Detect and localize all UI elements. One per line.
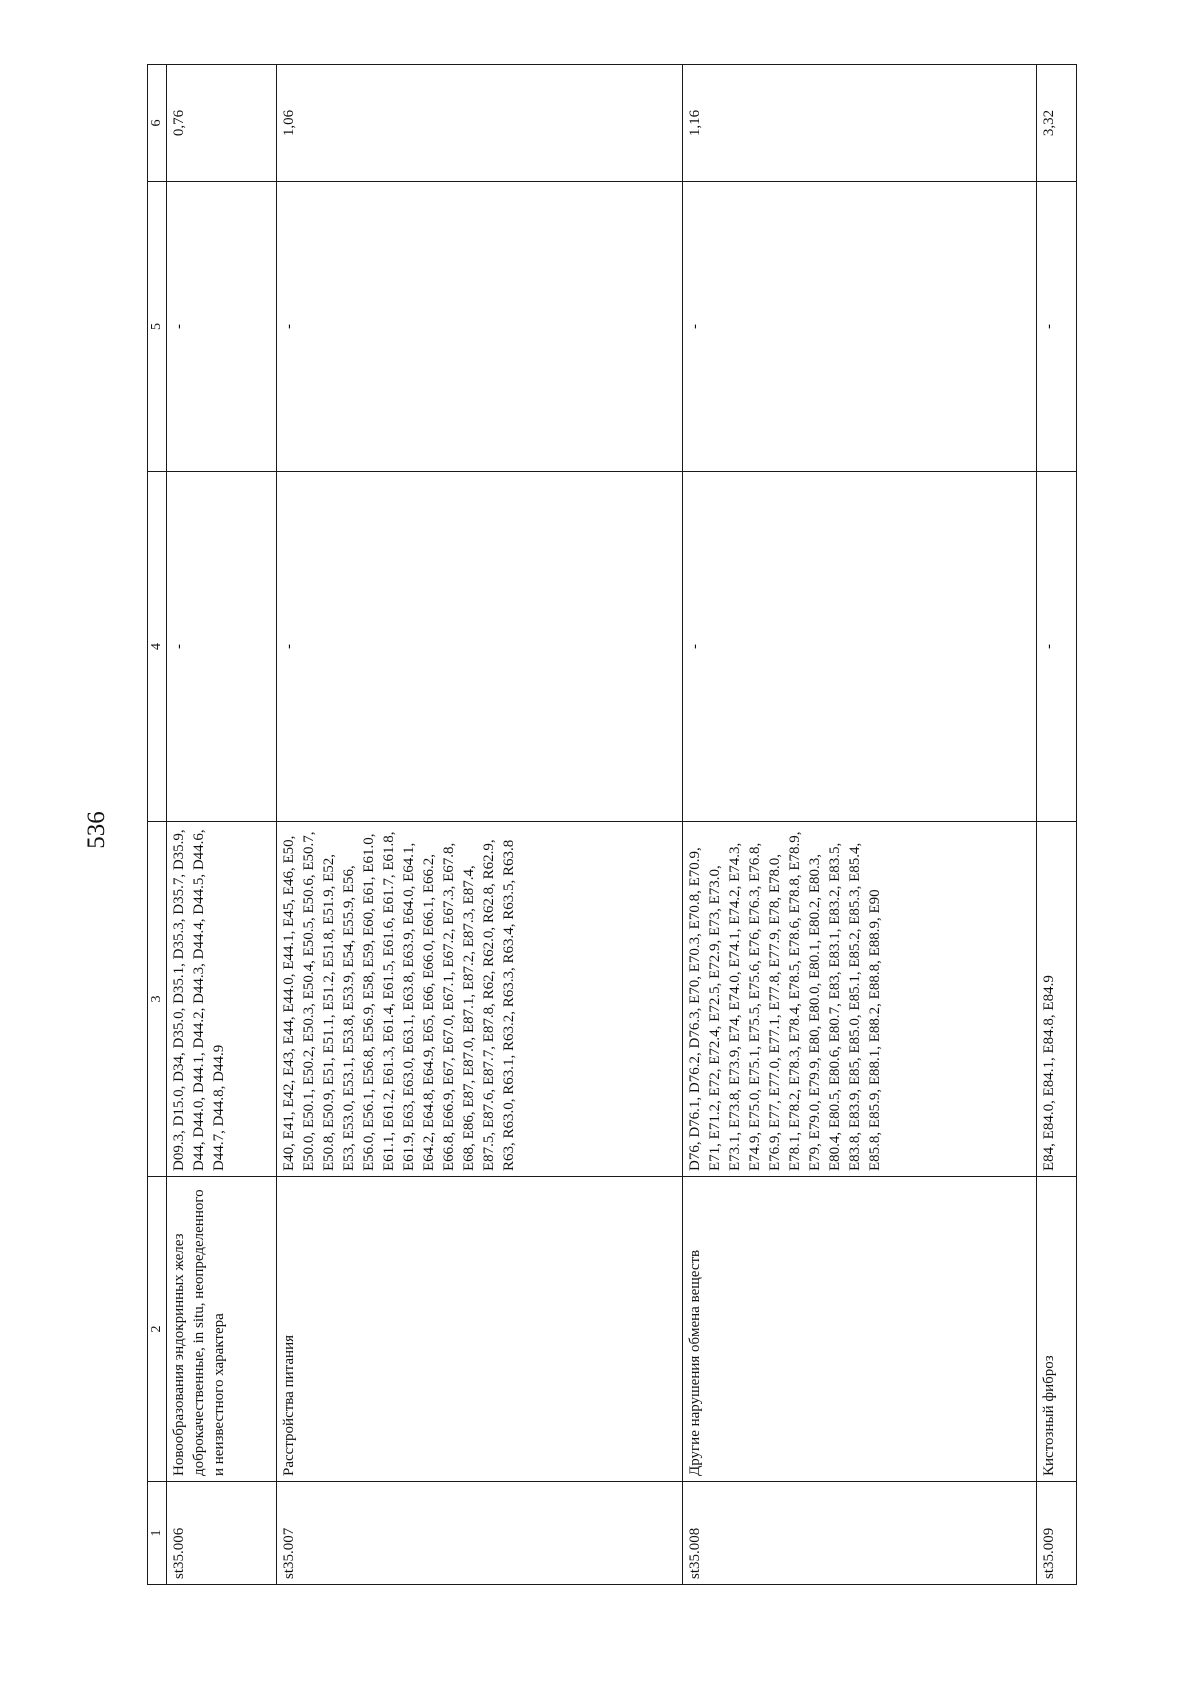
diagnosis-codes: D09.3, D15.0, D34, D35.0, D35.1, D35.3, D35.7, D35.9, D44, D44.0, D44.1, D44.2, D44.3, D44.4, D44.5, D44.6, D44.7, D44.8, D44.9 [167,822,277,1177]
coefficient-value: 1,06 [277,65,683,182]
table-row [167,65,277,1585]
column-number: 6 [148,65,167,182]
coefficient-value: 1,16 [683,65,1037,182]
column-4-value: - [683,472,1037,822]
column-number: 3 [148,822,167,1177]
group-code: st35.006 [167,1482,277,1585]
column-4-value: - [167,472,277,822]
group-name: Кистозный фиброз [1037,1177,1077,1482]
group-name: Расстройства питания [277,1177,683,1482]
column-number: 1 [148,1482,167,1585]
table-row [683,65,1037,1585]
table-row [1037,65,1077,1585]
group-code: st35.008 [683,1482,1037,1585]
column-number: 2 [148,1177,167,1482]
group-code: st35.009 [1037,1482,1077,1585]
column-5-value: - [1037,182,1077,472]
column-number: 5 [148,182,167,472]
column-5-value: - [683,182,1037,472]
diagnosis-codes: E84, E84.0, E84.1, E84.8, E84.9 [1037,822,1077,1177]
column-4-value: - [1037,472,1077,822]
column-5-value: - [167,182,277,472]
page-number: 536 [83,811,110,849]
group-name: Другие нарушения обмена веществ [683,1177,1037,1482]
column-4-value: - [277,472,683,822]
diagnosis-codes: D76, D76.1, D76.2, D76.3, E70, E70.3, E70.8, E70.9, E71, E71.2, E72, E72.4, E72.5, E72.9, E73, E73.0, E73.1, E73.8, E73.9, E74, E74.0, E74.1, E74.2, E74.3, E74.9, E75.0, E75.1, E75.5, E75.6, E76, E76.3, E76.8, E76.9, E77, E77.0, E77.1, E77.8, E77.9, E78, E78.0, E78.1, E78.2, E78.3, E78.4, E78.5, E78.6, E78.8, E78.9, E79, E79.0, E79.9, E80, E80.0, E80.1, E80.2, E80.3, E80.4, E80.5, E80.6, E80.7, E83, E83.1, E83.2, E83.5, E83.8, E83.9, E85, E85.0, E85.1, E85.2, E85.3, E85.4, E85.8, E85.9, E88.1, E88.2, E88.8, E88.9, E90 [683,822,1037,1177]
table-row [277,65,683,1585]
column-number: 4 [148,472,167,822]
diagnosis-codes: E40, E41, E42, E43, E44, E44.0, E44.1, E45, E46, E50, E50.0, E50.1, E50.2, E50.3, E50.4, E50.5, E50.6, E50.7, E50.8, E50.9, E51, E51.1, E51.2, E51.8, E51.9, E52, E53, E53.0, E53.1, E53.8, E53.9, E54, E55.9, E56, E56.0, E56.1, E56.8, E56.9, E58, E59, E60, E61, E61.0, E61.1, E61.2, E61.3, E61.4, E61.5, E61.6, E61.7, E61.8, E61.9, E63, E63.0, E63.1, E63.8, E63.9, E64.0, E64.1, E64.2, E64.8, E64.9, E65, E66, E66.0, E66.1, E66.2, E66.8, E66.9, E67, E67.0, E67.1, E67.2, E67.3, E67.8, E68, E86, E87, E87.0, E87.1, E87.2, E87.3, E87.4, E87.5, E87.6, E87.7, E87.8, R62, R62.0, R62.8, R62.9, R63, R63.0, R63.1, R63.2, R63.3, R63.4, R63.5, R63.8 [277,822,683,1177]
column-5-value: - [277,182,683,472]
tariff-table [147,64,1077,1585]
group-code: st35.007 [277,1482,683,1585]
coefficient-value: 3,32 [1037,65,1077,182]
rotated-table-container [147,65,1077,1585]
column-number-row [148,65,167,1585]
coefficient-value: 0,76 [167,65,277,182]
group-name: Новообразования эндокринных желез доброкачественные, in situ, неопределенного и неизвестного характера [167,1177,277,1482]
